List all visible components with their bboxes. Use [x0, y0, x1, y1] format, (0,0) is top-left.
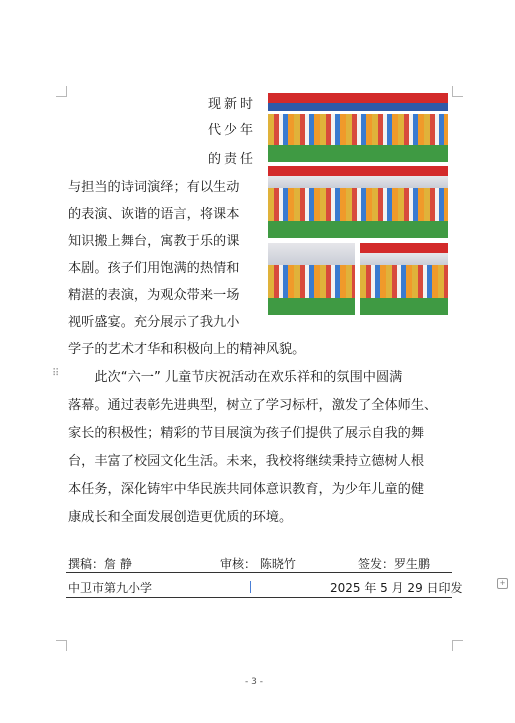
body-line-4: 本剧。孩子们用饱满的热情和: [68, 261, 240, 276]
event-photo-3: [268, 243, 355, 315]
body-line-7: 学子的艺术才华和积极向上的精神风貌。: [68, 342, 306, 357]
footer-date: 2025 年 5 月 29 日印发: [330, 581, 463, 595]
body-line-9: 落幕。通过表彰先进典型，树立了学习标杆，激发了全体师生、: [68, 398, 438, 413]
crop-mark-bottom-left: [56, 640, 67, 651]
body-line-8: 此次“六一” 儿童节庆祝活动在欢乐祥和的氛围中圆满: [68, 370, 403, 385]
crop-mark-top-left: [56, 86, 67, 97]
body-line-11: 台，丰富了校园文化生活。未来，我校将继续秉持立德树人根: [68, 454, 425, 469]
event-photo-2: [268, 166, 448, 238]
body-line-5: 精湛的表演，为观众带来一场: [68, 288, 240, 303]
body-line-13: 康成长和全面发展创造更优质的环境。: [68, 510, 293, 525]
footer-reviewer: 审核： 陈晓竹: [220, 557, 296, 571]
footer-school: 中卫市第九小学: [68, 581, 153, 595]
body-line-6: 视听盛宴。充分展示了我九小: [68, 315, 240, 330]
footer-author: 撰稿：詹 静: [68, 557, 132, 571]
event-photo-4: [360, 243, 448, 315]
body-line-10: 家长的积极性；精彩的节目展演为孩子们提供了展示自我的舞: [68, 426, 425, 441]
crop-mark-bottom-right: [452, 640, 463, 651]
comment-add-icon[interactable]: +: [497, 578, 508, 589]
footer-divider-top: [66, 572, 452, 573]
body-line-12: 本任务，深化铸牢中华民族共同体意识教育，为少年儿童的健: [68, 482, 425, 497]
side-text-2: 代少年: [208, 123, 257, 138]
footer-divider-bottom: [66, 597, 452, 598]
side-text-3: 的责任: [208, 152, 257, 167]
drag-handle-icon[interactable]: ⠿: [52, 368, 60, 379]
body-line-2: 的表演、诙谐的语言，将课本: [68, 207, 240, 222]
body-line-3: 知识搬上舞台，寓教于乐的课: [68, 234, 240, 249]
event-photo-1: [268, 93, 448, 162]
text-cursor: [250, 581, 251, 593]
crop-mark-top-right: [452, 86, 463, 97]
body-line-1: 与担当的诗词演绎；有以生动: [68, 180, 240, 195]
side-text-1: 现新时: [208, 97, 257, 112]
page-number: - 3 -: [245, 677, 263, 687]
footer-issuer: 签发：罗生鹏: [358, 557, 431, 571]
